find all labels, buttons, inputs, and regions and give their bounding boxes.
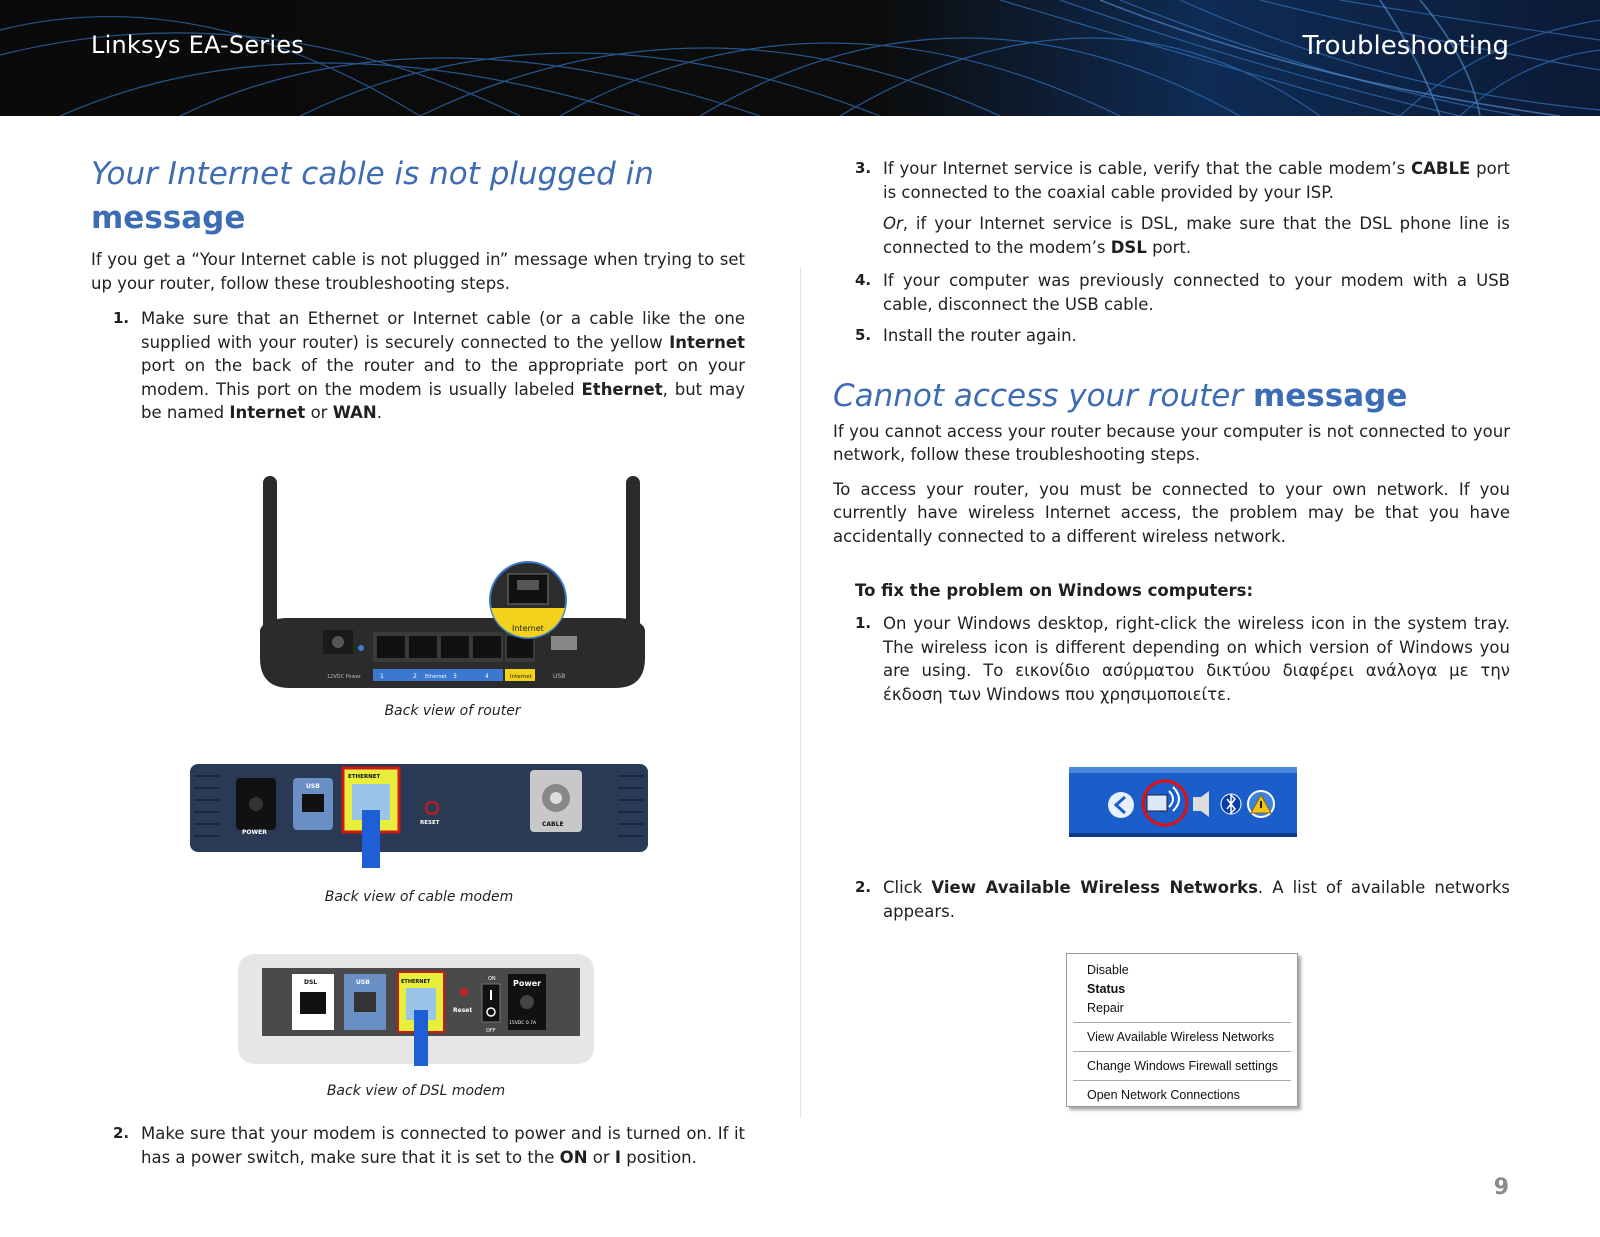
router-port-1: 1 — [380, 673, 384, 680]
system-tray-image — [1069, 767, 1297, 839]
dsl-modem-off-label: OFF — [486, 1028, 496, 1034]
heading-italic: Your Internet cable is not plugged in — [91, 156, 654, 192]
heading-italic: Cannot access your router — [833, 377, 1244, 414]
step-number: 2. — [855, 878, 872, 896]
dsl-modem-ethernet-label: ETHERNET — [401, 979, 431, 985]
router-usb-label: USB — [553, 673, 566, 680]
step-3-or — [833, 212, 1510, 259]
router-zoom-internet-label: Internet — [512, 624, 544, 633]
router-power-label: 12VDC Power — [327, 674, 361, 680]
cable-modem-ethernet-label: ETHERNET — [348, 774, 381, 780]
cable-modem-reset-label: RESET — [420, 820, 440, 826]
step-number: 4. — [855, 271, 872, 289]
step-bold: I — [614, 1147, 622, 1167]
step-text: Install the router again. — [883, 326, 1077, 345]
dsl-modem-usb-label: USB — [356, 979, 370, 986]
step-text: port is connected to the coaxial cable provided by your ISP. — [883, 159, 1510, 202]
security-alert-icon — [1248, 791, 1274, 817]
caption-router: Back view of router — [384, 703, 521, 719]
menu-separator — [1073, 1080, 1291, 1081]
router-port-4: 4 — [485, 673, 489, 680]
step-bold: Internet — [229, 403, 306, 422]
step-text: port. — [1146, 237, 1192, 257]
windows-step-1 — [833, 612, 1510, 706]
heading-bold: message — [1252, 377, 1408, 414]
step-2-power — [91, 1122, 745, 1169]
menu-item-view-networks[interactable]: View Available Wireless Networks — [1087, 1030, 1275, 1044]
paragraph-cannot-access-1: If you cannot access your router because your computer is not connected to your network, follow these troubleshooting steps. — [833, 421, 1510, 464]
dsl-modem-reset-label: Reset — [453, 1007, 473, 1014]
step-bold: DSL — [1110, 237, 1147, 257]
step-number: 1. — [113, 309, 130, 327]
caption-cable-modem: Back view of cable modem — [324, 889, 514, 905]
step-text: If your computer was previously connected to your modem with a USB cable, disconnect the USB cable. — [883, 271, 1510, 314]
windows-step-2 — [833, 876, 1510, 923]
dsl-modem-power-label: Power — [513, 979, 542, 988]
menu-item-disable[interactable]: Disable — [1087, 963, 1129, 977]
step-bold: CABLE — [1411, 159, 1471, 178]
menu-separator — [1073, 1022, 1291, 1023]
router-internet-label: Internet — [510, 674, 532, 680]
step-number: 3. — [855, 159, 872, 177]
step-number: 5. — [855, 326, 872, 344]
header-banner — [0, 0, 1600, 116]
heading-bold: message — [91, 200, 246, 236]
step-text: On your Windows desktop, right-click the wireless icon in the system tray. The wireless icon is different depending on which version of Windows you are using. Το εικονίδιο ασύρματου δικτύου διαφέρει ανάλογα με την έκδοση των Windows που χρησιμοποιείτε. — [883, 614, 1510, 704]
step-text: Make sure that an Ethernet or Internet cable (or a cable like the one supplied with your router) is securely connected to the yellow — [141, 309, 745, 352]
step-text: , if your Internet service is DSL, make sure that the DSL phone line is connected to the modem’s — [883, 214, 1510, 257]
step-5 — [833, 324, 1510, 348]
router-port-2: 2 — [413, 673, 417, 680]
step-text: position. — [621, 1147, 697, 1167]
dsl-modem-on-label: ON — [488, 976, 496, 982]
step-italic: Or — [883, 214, 903, 233]
heading-cannot-access — [833, 374, 1510, 418]
step-bold: Internet — [669, 332, 745, 352]
bluetooth-icon — [1221, 794, 1241, 814]
cable-modem-back-image — [190, 760, 648, 868]
cable-modem-usb-label: USB — [306, 783, 320, 790]
menu-item-network-connections[interactable]: Open Network Connections — [1087, 1088, 1240, 1102]
router-ethernet-label: Ethernet — [425, 674, 447, 680]
page-number: 9 — [1493, 1175, 1509, 1200]
dsl-modem-back-image — [238, 954, 594, 1066]
step-text: . A list of available networks appears. — [883, 878, 1510, 921]
router-port-3: 3 — [453, 673, 457, 680]
step-bold: ON — [559, 1147, 588, 1167]
menu-separator — [1073, 1051, 1291, 1052]
paragraph-cannot-access-2: To access your router, you must be connected to your own network. If you currently have wireless Internet access, the problem may be that you have accidentally connected to a different wireless network. — [833, 479, 1510, 546]
step-3 — [833, 157, 1510, 204]
brand-title: Linksys EA-Series — [91, 31, 304, 59]
step-text: If your Internet service is cable, verify that the cable modem’s — [883, 159, 1412, 178]
step-number: 2. — [113, 1124, 130, 1142]
cable-modem-cable-label: CABLE — [542, 821, 564, 828]
step-text: or — [587, 1147, 615, 1167]
intro-paragraph: If you get a “Your Internet cable is not plugged in” message when trying to set up your router, follow these troubleshooting steps. — [91, 250, 745, 293]
router-back-image — [255, 470, 650, 690]
menu-item-firewall[interactable]: Change Windows Firewall settings — [1087, 1059, 1279, 1073]
heading-internet-cable — [91, 152, 745, 240]
step-text: , but may be named — [141, 379, 745, 422]
menu-item-status[interactable]: Status — [1087, 982, 1126, 996]
step-text: or — [305, 403, 333, 422]
step-number: 1. — [855, 614, 872, 632]
step-text: Click — [883, 878, 932, 897]
step-text: Make sure that your modem is connected to power and is turned on. If it has a power switch, make sure that it is set to the — [141, 1124, 745, 1167]
right-column — [833, 157, 1510, 706]
left-column — [91, 150, 745, 425]
step-bold: WAN — [332, 403, 377, 422]
step-text: . — [376, 403, 382, 422]
step-text: port on the back of the router and to the appropriate port on your modem. This port on the modem is usually labeled — [141, 356, 745, 399]
caption-dsl-modem: Back view of DSL modem — [326, 1083, 506, 1099]
cable-modem-power-label: POWER — [242, 829, 267, 836]
dsl-modem-rating-label: 15VDC 0.7A — [509, 1021, 537, 1026]
subheading-windows-fix: To fix the problem on Windows computers: — [855, 581, 1254, 600]
menu-item-repair[interactable]: Repair — [1087, 1001, 1124, 1015]
step-bold: Ethernet — [581, 379, 663, 399]
wireless-context-menu — [1066, 953, 1298, 1107]
section-title: Troubleshooting — [1302, 31, 1509, 61]
step-4 — [833, 269, 1510, 316]
column-divider — [800, 268, 801, 1118]
dsl-modem-dsl-label: DSL — [304, 979, 318, 986]
step-bold: View Available Wireless Networks — [931, 878, 1258, 897]
step-1 — [91, 307, 745, 425]
